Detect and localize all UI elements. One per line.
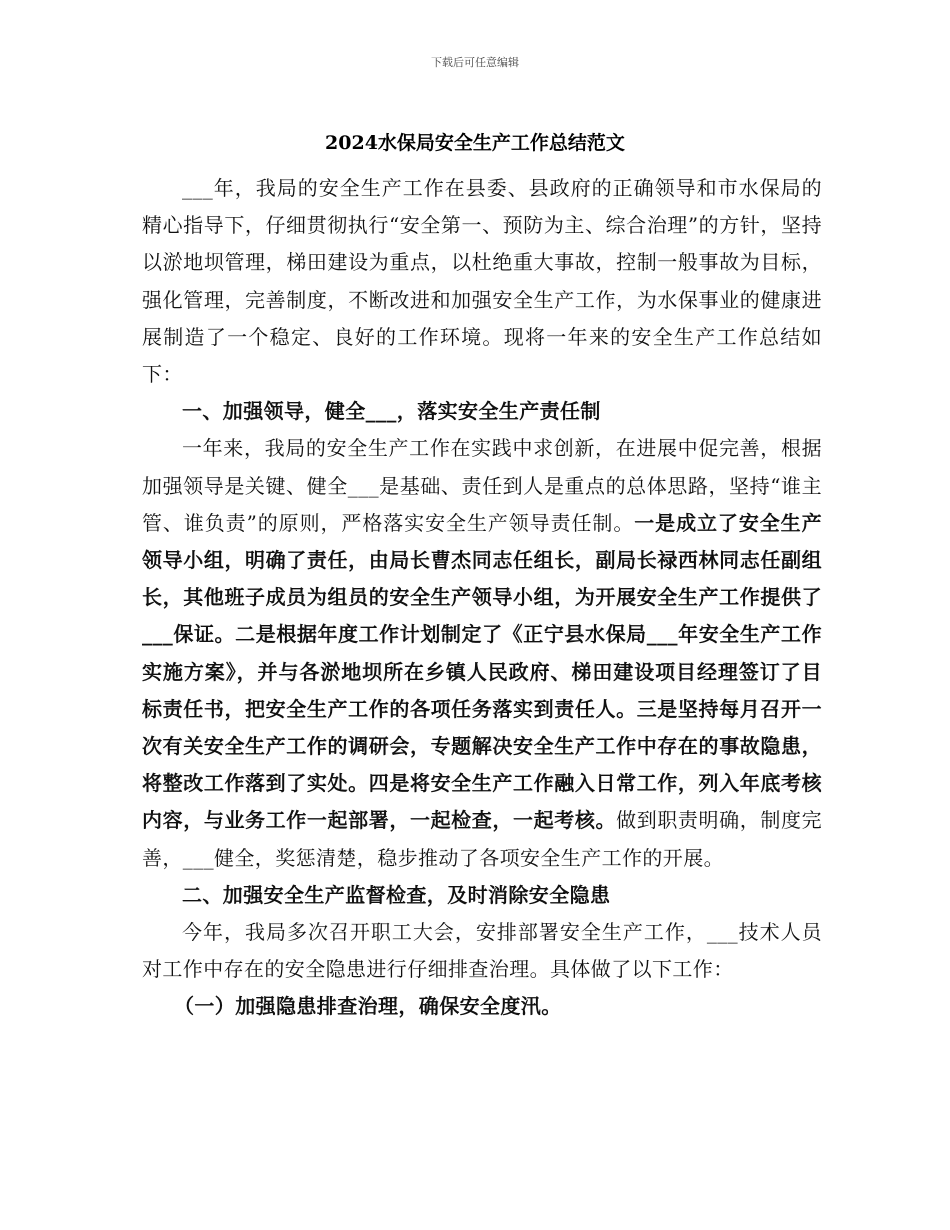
section-1-text-tail: 做到职责明确，制度完善，___健全，奖惩清楚，稳步推动了各项安全生产工作的开展。 — [142, 808, 823, 870]
intro-paragraph: ___年，我局的安全生产工作在县委、县政府的正确领导和市水保局的精心指导下，仔细贯彻执行“安全第一、预防为主、综合治理”的方针，坚持以淤地坝管理，梯田建设为重点，以杜绝重大事故，控制一般事故为目标，强化管理，完善制度，不断改进和加强安全生产工作，为水保事业的健康进展制造了一个稳定、良好的工作环境。现将一年来的安全生产工作总结如下： — [142, 176, 822, 387]
section-1-heading: 一、加强领导，健全___，落实安全生产责任制 — [182, 399, 601, 424]
document-title: 2024水保局安全生产工作总结范文 — [325, 132, 625, 154]
section-2-paragraph: 今年，我局多次召开职工大会，安排部署安全生产工作，___技术人员对工作中存在的安全隐患进行仔细排查治理。具体做了以下工作： — [142, 920, 822, 982]
section-1-text-bold: 一是成立了安全生产领导小组，明确了责任，由局长曹杰同志任组长，副局长禄西林同志任副组长，其他班子成员为组员的安全生产领导小组，为开展安全生产工作提供了___保证。二是根据年度工作计划制定了《正宁县水保局___年安全生产工作实施方案》，并与各淤地坝所在乡镇人民政府、梯田建设项目经理签订了目标责任书，把安全生产工作的各项任务落实到责任人。三是坚持每月召开一次有关安全生产工作的调研会，专题解决安全生产工作中存在的事故隐患，将整改工作落到了实处。四是将安全生产工作融入日常工作，列入年底考核内容，与业务工作一起部署，一起检查，一起考核。 — [142, 510, 822, 833]
section-1-text-plain: 一年来，我局的安全生产工作在实践中求创新，在进展中促完善，根据加强领导是关键、健全___是基础、责任到人是重点的总体思路，坚持“谁主管、谁负责”的原则，严格落实安全生产领导责任制。 — [142, 436, 822, 535]
page-header-note: 下载后可任意编辑 — [431, 56, 519, 69]
document-body — [142, 170, 822, 1026]
section-2-heading: 二、加强安全生产监督检查，及时消除安全隐患 — [182, 882, 611, 907]
section-1-paragraph — [142, 430, 822, 876]
subsection-1-heading: （一）加强隐患排查治理，确保安全度汛。 — [174, 994, 562, 1019]
